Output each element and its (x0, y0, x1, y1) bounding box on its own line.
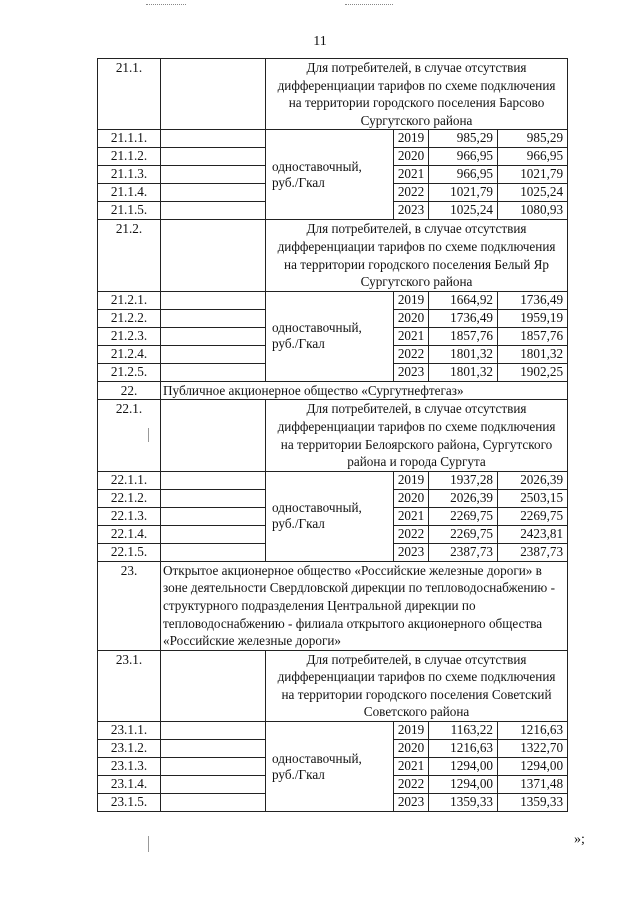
tariff-value-first-half: 985,29 (429, 130, 498, 148)
group-heading: Для потребителей, в случае отсутствия дифференциации тарифов по схеме подключения на территории городского поселения Барсово Сургутского района (266, 59, 568, 130)
group-heading: Для потребителей, в случае отсутствия дифференциации тарифов по схеме подключения на территории городского поселения Советский Советского района (266, 650, 568, 721)
org-row (98, 561, 568, 650)
tariff-value-first-half: 1857,76 (429, 327, 498, 345)
blank-cell (161, 794, 266, 812)
row-number: 21.1.2. (98, 148, 161, 166)
row-number: 22.1.4. (98, 525, 161, 543)
year-cell: 2023 (394, 543, 429, 561)
tariff-value-second-half: 1959,19 (498, 309, 568, 327)
tariff-value-second-half: 2503,15 (498, 489, 568, 507)
row-number: 22. (98, 381, 161, 400)
row-number: 22.1.3. (98, 507, 161, 525)
row-number: 21.1.3. (98, 166, 161, 184)
tariff-value-second-half: 2387,73 (498, 543, 568, 561)
blank-cell (161, 148, 266, 166)
closing-mark: »; (574, 832, 585, 847)
group-header-row (98, 400, 568, 471)
scan-artifact (148, 836, 149, 852)
blank-cell (161, 740, 266, 758)
row-number: 23.1.4. (98, 776, 161, 794)
tariff-unit: одноставочный, руб./Гкал (266, 471, 394, 561)
year-cell: 2022 (394, 345, 429, 363)
blank-cell (161, 650, 266, 721)
tariff-row (98, 130, 568, 148)
tariff-value-second-half: 1857,76 (498, 327, 568, 345)
row-number: 21.1. (98, 59, 161, 130)
blank-cell (161, 202, 266, 220)
tariff-row (98, 291, 568, 309)
year-cell: 2023 (394, 794, 429, 812)
tariff-value-second-half: 2269,75 (498, 507, 568, 525)
tariff-value-first-half: 1294,00 (429, 776, 498, 794)
group-heading: Для потребителей, в случае отсутствия дифференциации тарифов по схеме подключения на территории городского поселения Белый Яр Сургутского района (266, 220, 568, 291)
year-cell: 2021 (394, 327, 429, 345)
tariff-value-first-half: 1216,63 (429, 740, 498, 758)
blank-cell (161, 507, 266, 525)
scan-artifact (345, 4, 393, 6)
row-number: 23. (98, 561, 161, 650)
row-number: 22.1.1. (98, 471, 161, 489)
row-number: 21.1.4. (98, 184, 161, 202)
year-cell: 2021 (394, 758, 429, 776)
tariff-value-first-half: 966,95 (429, 148, 498, 166)
tariff-value-first-half: 1801,32 (429, 363, 498, 381)
year-cell: 2020 (394, 489, 429, 507)
tariff-value-first-half: 1664,92 (429, 291, 498, 309)
row-number: 23.1.2. (98, 740, 161, 758)
row-number: 23.1.3. (98, 758, 161, 776)
tariff-unit: одноставочный, руб./Гкал (266, 130, 394, 220)
row-number: 21.1.1. (98, 130, 161, 148)
blank-cell (161, 776, 266, 794)
tariff-row (98, 722, 568, 740)
tariff-row (98, 471, 568, 489)
year-cell: 2022 (394, 776, 429, 794)
tariff-value-second-half: 1801,32 (498, 345, 568, 363)
tariff-value-second-half: 985,29 (498, 130, 568, 148)
row-number: 23.1. (98, 650, 161, 721)
tariff-value-second-half: 1902,25 (498, 363, 568, 381)
tariff-value-second-half: 1371,48 (498, 776, 568, 794)
group-header-row (98, 650, 568, 721)
scan-artifact (146, 4, 186, 6)
table-body (98, 59, 568, 812)
year-cell: 2022 (394, 525, 429, 543)
blank-cell (161, 166, 266, 184)
year-cell: 2023 (394, 363, 429, 381)
row-number: 22.1. (98, 400, 161, 471)
tariff-value-second-half: 1080,93 (498, 202, 568, 220)
blank-cell (161, 489, 266, 507)
blank-cell (161, 59, 266, 130)
tariff-value-second-half: 1021,79 (498, 166, 568, 184)
blank-cell (161, 184, 266, 202)
tariff-value-first-half: 2269,75 (429, 507, 498, 525)
tariff-value-first-half: 1163,22 (429, 722, 498, 740)
row-number: 23.1.5. (98, 794, 161, 812)
row-number: 21.1.5. (98, 202, 161, 220)
row-number: 21.2.2. (98, 309, 161, 327)
row-number: 22.1.5. (98, 543, 161, 561)
year-cell: 2019 (394, 291, 429, 309)
tariff-value-second-half: 1294,00 (498, 758, 568, 776)
tariff-value-first-half: 2269,75 (429, 525, 498, 543)
tariff-value-second-half: 1322,70 (498, 740, 568, 758)
tariff-value-second-half: 2423,81 (498, 525, 568, 543)
year-cell: 2020 (394, 740, 429, 758)
blank-cell (161, 400, 266, 471)
tariff-value-first-half: 1294,00 (429, 758, 498, 776)
blank-cell (161, 291, 266, 309)
blank-cell (161, 525, 266, 543)
blank-cell (161, 543, 266, 561)
blank-cell (161, 220, 266, 291)
group-heading: Для потребителей, в случае отсутствия дифференциации тарифов по схеме подключения на территории Белоярского района, Сургутского района и города Сургута (266, 400, 568, 471)
blank-cell (161, 309, 266, 327)
year-cell: 2021 (394, 507, 429, 525)
year-cell: 2019 (394, 471, 429, 489)
tariff-value-second-half: 966,95 (498, 148, 568, 166)
tariff-value-second-half: 2026,39 (498, 471, 568, 489)
tariff-value-first-half: 1021,79 (429, 184, 498, 202)
tariff-value-first-half: 1937,28 (429, 471, 498, 489)
tariff-value-first-half: 1025,24 (429, 202, 498, 220)
blank-cell (161, 345, 266, 363)
row-number: 21.2.1. (98, 291, 161, 309)
row-number: 21.2.5. (98, 363, 161, 381)
tariff-value-second-half: 1359,33 (498, 794, 568, 812)
year-cell: 2019 (394, 722, 429, 740)
tariff-value-second-half: 1216,63 (498, 722, 568, 740)
blank-cell (161, 130, 266, 148)
blank-cell (161, 722, 266, 740)
group-header-row (98, 59, 568, 130)
blank-cell (161, 327, 266, 345)
blank-cell (161, 758, 266, 776)
tariff-value-first-half: 2387,73 (429, 543, 498, 561)
org-name: Публичное акционерное общество «Сургутнефтегаз» (161, 381, 568, 400)
row-number: 21.2. (98, 220, 161, 291)
page-number: 11 (313, 34, 327, 49)
tariff-unit: одноставочный, руб./Гкал (266, 291, 394, 381)
tariff-value-second-half: 1736,49 (498, 291, 568, 309)
year-cell: 2019 (394, 130, 429, 148)
tariff-value-first-half: 966,95 (429, 166, 498, 184)
group-header-row (98, 220, 568, 291)
year-cell: 2020 (394, 148, 429, 166)
year-cell: 2022 (394, 184, 429, 202)
tariff-table (97, 58, 568, 812)
year-cell: 2023 (394, 202, 429, 220)
org-row (98, 381, 568, 400)
row-number: 23.1.1. (98, 722, 161, 740)
tariff-value-first-half: 2026,39 (429, 489, 498, 507)
tariff-value-second-half: 1025,24 (498, 184, 568, 202)
row-number: 21.2.4. (98, 345, 161, 363)
org-name: Открытое акционерное общество «Российские железные дороги» в зоне деятельности Свердловской дирекции по тепловодоснабжению - структурного подразделения Центральной дирекции по тепловодоснабжению - филиала открытого акционерного общества «Российские железные дороги» (161, 561, 568, 650)
year-cell: 2020 (394, 309, 429, 327)
row-number: 21.2.3. (98, 327, 161, 345)
tariff-value-first-half: 1359,33 (429, 794, 498, 812)
tariff-value-first-half: 1801,32 (429, 345, 498, 363)
year-cell: 2021 (394, 166, 429, 184)
tariff-value-first-half: 1736,49 (429, 309, 498, 327)
blank-cell (161, 471, 266, 489)
row-number: 22.1.2. (98, 489, 161, 507)
tariff-unit: одноставочный, руб./Гкал (266, 722, 394, 812)
blank-cell (161, 363, 266, 381)
